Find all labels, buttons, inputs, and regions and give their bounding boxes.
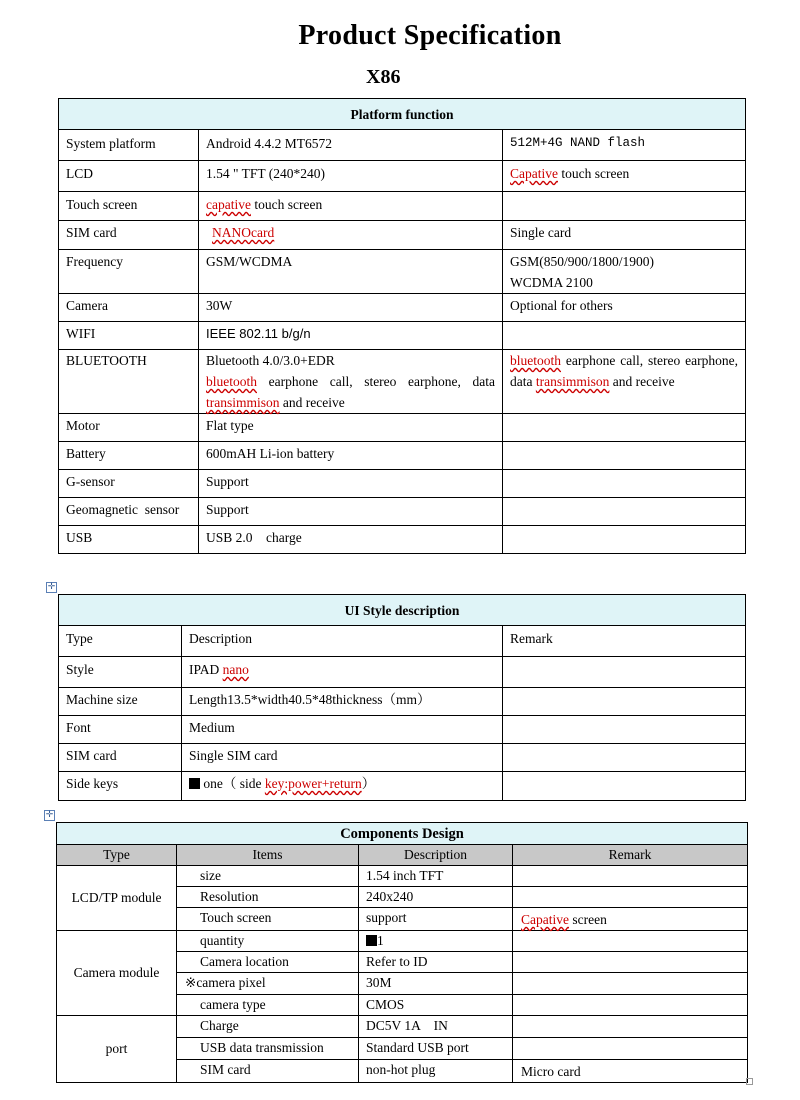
spec-note <box>503 526 746 554</box>
component-description: non-hot plug <box>359 1060 513 1083</box>
spec-value: Support <box>199 470 503 498</box>
spec-note <box>503 250 746 294</box>
document-title: Product Specification <box>298 20 562 51</box>
spellcheck-word: nano <box>222 662 249 677</box>
component-remark <box>513 952 748 973</box>
component-item: Touch screen <box>177 908 359 931</box>
spec-note-text: touch screen <box>557 166 630 181</box>
spec-note <box>503 161 746 192</box>
component-remark <box>513 973 748 995</box>
platform-function-table <box>58 98 746 554</box>
spec-value: Support <box>199 498 503 526</box>
spec-value-text: earphone call, stereo earphone, data <box>257 374 495 389</box>
spellcheck-word: key:power+return <box>264 776 362 791</box>
style-description-text: IPAD <box>189 662 223 677</box>
component-remark <box>513 908 748 931</box>
spec-label: Battery <box>59 442 199 470</box>
column-header-description: Description <box>182 626 503 657</box>
spellcheck-word: NANOcard <box>212 225 275 240</box>
column-header-remark: Remark <box>503 626 746 657</box>
spec-note: Single card <box>503 221 746 250</box>
spellcheck-word: bluetooth <box>206 374 257 389</box>
platform-heading: Platform function <box>59 99 746 130</box>
style-description-text: one（ side <box>200 776 265 791</box>
spec-note: 512M+4G NAND flash <box>503 130 746 161</box>
component-group-type: port <box>57 1016 177 1083</box>
column-header-description: Description <box>359 845 513 866</box>
style-remark <box>503 744 746 772</box>
spellcheck-word: bluetooth <box>510 353 561 368</box>
ui-style-heading: UI Style description <box>59 595 746 626</box>
table-resize-handle[interactable] <box>746 1078 753 1085</box>
spellcheck-word: transimmison <box>535 374 610 389</box>
spec-note <box>503 414 746 442</box>
spec-note <box>503 322 746 350</box>
spec-value: 30W <box>199 294 503 322</box>
black-square-icon <box>366 935 377 946</box>
spec-value-text: and receive <box>279 395 345 410</box>
spec-value <box>199 221 503 250</box>
component-group-type: Camera module <box>57 931 177 1016</box>
component-remark <box>513 887 748 908</box>
style-type: Machine size <box>59 688 182 716</box>
column-header-type: Type <box>57 845 177 866</box>
style-description: Medium <box>182 716 503 744</box>
spec-note <box>503 498 746 526</box>
spellcheck-word: transimmison <box>206 395 280 410</box>
spec-value: 1.54 " TFT (240*240) <box>199 161 503 192</box>
component-remark-text: screen <box>568 912 607 927</box>
spec-value: USB 2.0 charge <box>199 526 503 554</box>
spec-label: Frequency <box>59 250 199 294</box>
component-description: support <box>359 908 513 931</box>
component-description <box>359 931 513 952</box>
style-remark <box>503 716 746 744</box>
spec-note <box>503 442 746 470</box>
component-description: CMOS <box>359 995 513 1016</box>
style-type: Side keys <box>59 772 182 801</box>
component-remark <box>513 995 748 1016</box>
component-item: quantity <box>177 931 359 952</box>
component-remark <box>513 866 748 887</box>
component-description-text: 1 <box>377 933 384 948</box>
spec-note <box>503 470 746 498</box>
components-design-table <box>56 822 748 1083</box>
style-description <box>182 657 503 688</box>
spec-label: BLUETOOTH <box>59 350 199 414</box>
spec-label: Geomagnetic sensor <box>59 498 199 526</box>
component-remark <box>513 1038 748 1060</box>
component-description: 30M <box>359 973 513 995</box>
spec-note-text: and receive <box>609 374 675 389</box>
spec-value: Android 4.4.2 MT6572 <box>199 130 503 161</box>
component-description: 240x240 <box>359 887 513 908</box>
style-remark <box>503 657 746 688</box>
spec-value: IEEE 802.11 b/g/n <box>199 322 503 350</box>
spec-value-line: Bluetooth 4.0/3.0+EDR <box>206 353 335 368</box>
style-type: SIM card <box>59 744 182 772</box>
move-handle-icon[interactable]: ✛ <box>45 810 54 820</box>
spec-value: GSM/WCDMA <box>199 250 503 294</box>
style-description <box>182 772 503 801</box>
column-header-items: Items <box>177 845 359 866</box>
spec-label: SIM card <box>59 221 199 250</box>
spec-value-para <box>206 371 495 413</box>
component-description: Refer to ID <box>359 952 513 973</box>
component-item: USB data transmission <box>177 1038 359 1060</box>
component-description: Standard USB port <box>359 1038 513 1060</box>
spec-note-text: earphone call, stereo earphone, data <box>510 353 739 389</box>
spec-label: WIFI <box>59 322 199 350</box>
spec-label: Motor <box>59 414 199 442</box>
spec-value: 600mAH Li-ion battery <box>199 442 503 470</box>
spec-note-line: WCDMA 2100 <box>510 275 593 290</box>
component-item: camera type <box>177 995 359 1016</box>
spec-note <box>503 350 746 414</box>
ui-style-table <box>58 594 746 801</box>
style-description-text: ） <box>361 776 376 791</box>
component-group-type: LCD/TP module <box>57 866 177 931</box>
style-type: Font <box>59 716 182 744</box>
component-remark <box>513 931 748 952</box>
spec-label: LCD <box>59 161 199 192</box>
column-header-type: Type <box>59 626 182 657</box>
spec-value-text: touch screen <box>250 197 323 212</box>
style-type: Style <box>59 657 182 688</box>
style-remark <box>503 688 746 716</box>
spellcheck-word: capative <box>206 197 251 212</box>
component-remark: Micro card <box>513 1060 748 1083</box>
model-name: X86 <box>366 66 401 88</box>
style-description: Length13.5*width40.5*48thickness（mm） <box>182 688 503 716</box>
spec-value <box>199 192 503 221</box>
spec-label: Touch screen <box>59 192 199 221</box>
spec-label: USB <box>59 526 199 554</box>
component-description: DC5V 1A IN <box>359 1016 513 1038</box>
component-remark <box>513 1016 748 1038</box>
black-square-icon <box>189 778 200 789</box>
component-item: SIM card <box>177 1060 359 1083</box>
column-header-remark: Remark <box>513 845 748 866</box>
spec-note <box>503 192 746 221</box>
spec-label: G-sensor <box>59 470 199 498</box>
spellcheck-word: Capative <box>521 912 569 927</box>
spellcheck-word: Capative <box>510 166 558 181</box>
component-item: Charge <box>177 1016 359 1038</box>
spec-value: Flat type <box>199 414 503 442</box>
style-description: Single SIM card <box>182 744 503 772</box>
move-handle-icon[interactable]: ✛ <box>47 582 56 592</box>
style-remark <box>503 772 746 801</box>
component-item-text: camera pixel <box>196 975 266 990</box>
spec-value <box>199 350 503 414</box>
component-item: Camera location <box>177 952 359 973</box>
component-description: 1.54 inch TFT <box>359 866 513 887</box>
spec-label: System platform <box>59 130 199 161</box>
component-item <box>177 973 359 995</box>
spec-note-line: GSM(850/900/1800/1900) <box>510 254 655 269</box>
reference-mark: ※ <box>185 975 197 990</box>
spec-label: Camera <box>59 294 199 322</box>
spec-note: Optional for others <box>503 294 746 322</box>
component-item: Resolution <box>177 887 359 908</box>
components-heading: Components Design <box>57 823 748 845</box>
component-item: size <box>177 866 359 887</box>
